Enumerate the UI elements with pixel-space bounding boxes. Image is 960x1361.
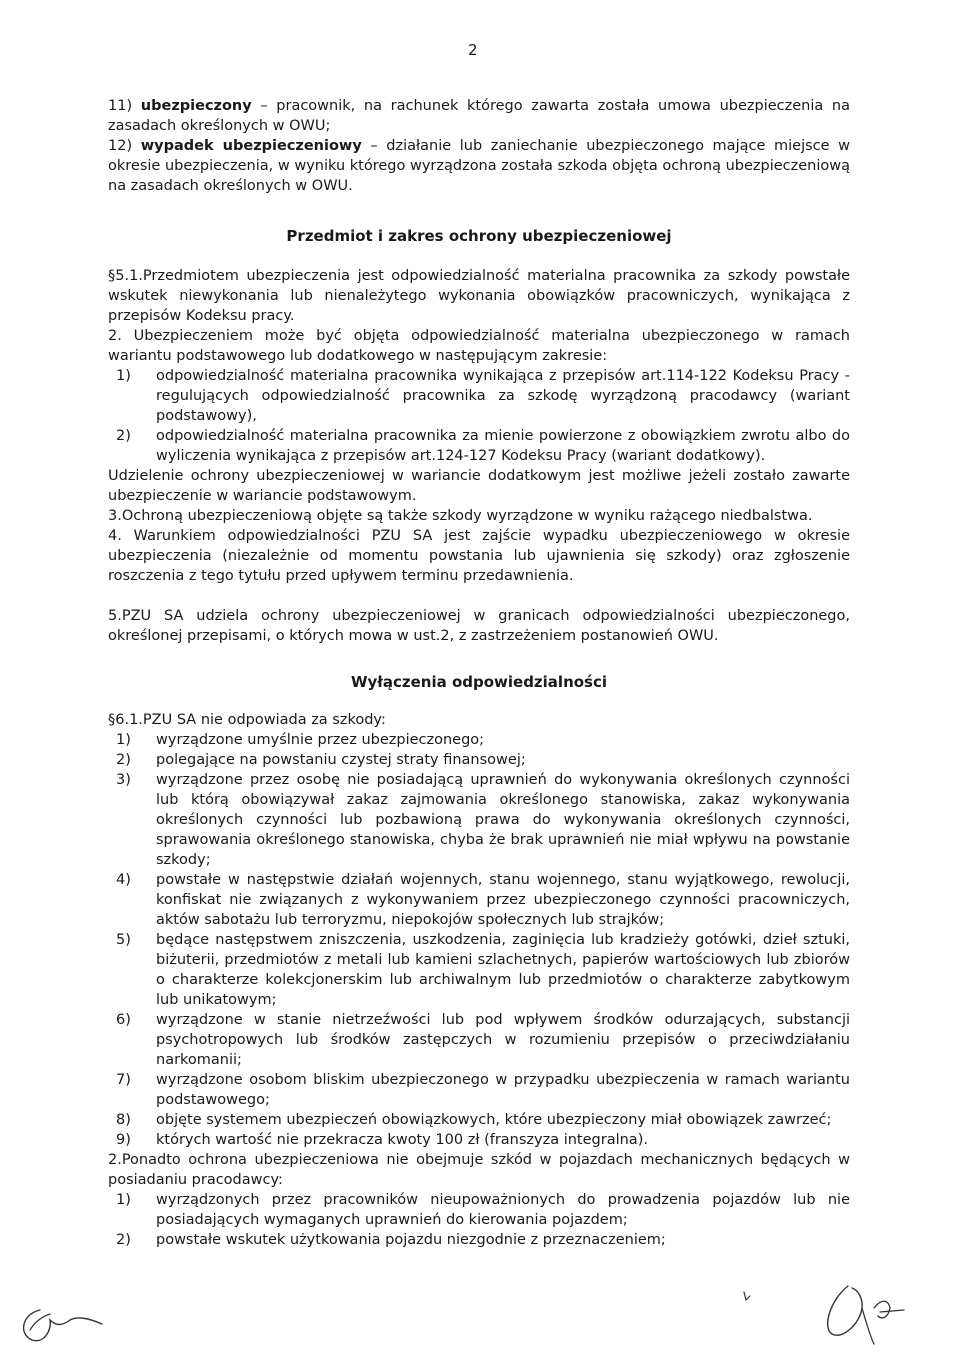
- list-item: [116, 1230, 850, 1250]
- paragraph-6-2: 2.Ponadto ochrona ubezpieczeniowa nie obejmuje szkód w pojazdach mechanicznych będących w posiadaniu pracodawcy:: [108, 1152, 850, 1188]
- list-item-text: których wartość nie przekracza kwoty 100 zł (franszyza integralna).: [156, 1132, 648, 1148]
- page-number: 2: [468, 41, 478, 59]
- definition-text: – działanie lub zaniechanie ubezpieczonego mające miejsce w okresie ubezpieczenia, w wyniku którego wyrządzona została szkoda objęta ochroną ubezpieczeniową na zasadach określonych w OWU.: [108, 138, 851, 194]
- spacer: [108, 586, 850, 606]
- list-item-num: 5): [116, 932, 131, 948]
- list-item-text: objęte systemem ubezpieczeń obowiązkowych, które ubezpieczony miał obowiązek zawrzeć;: [156, 1112, 832, 1128]
- paragraph-6-1: §6.1.PZU SA nie odpowiada za szkody:: [108, 712, 386, 728]
- list-item-num: 7): [116, 1072, 131, 1088]
- list-item-text: będące następstwem zniszczenia, uszkodzenia, zaginięcia lub kradzieży gotówki, dzieł sztuki, biżuterii, przedmiotów z metali lub kamieni szlachetnych, papierów wartościowych lub zbiorów o charakterze kolekcjonerskim lub archiwalnym lub przedmiotów o charakterze zabytkowym lub unikatowym;: [156, 932, 850, 1008]
- exclusions-list: [108, 730, 850, 1150]
- list-item-num: 1): [116, 368, 131, 384]
- paragraph-5-1: §5.1.Przedmiotem ubezpieczenia jest odpowiedzialność materialna pracownika za szkody powstałe wskutek niewykonania lub nienależytego wykonania obowiązków pracowniczych, wynikająca z przepisów Kodeksu pracy.: [108, 268, 850, 324]
- list-item: [116, 730, 850, 750]
- list-item-num: 4): [116, 872, 131, 888]
- list-item-text: wyrządzone umyślnie przez ubezpieczonego;: [156, 732, 485, 748]
- handwritten-mark: [738, 1288, 758, 1308]
- section-heading-exclusions: Wyłączenia odpowiedzialności: [350, 673, 608, 691]
- definition-11: [108, 96, 850, 136]
- list-item-text: wyrządzonych przez pracowników nieupoważnionych do prowadzenia pojazdów lub nie posiadających wymaganych uprawnień do kierowania pojazdem;: [156, 1192, 850, 1228]
- handwritten-initials-left: [10, 1290, 120, 1350]
- list-item-text: wyrządzone w stanie nietrzeźwości lub pod wpływem środków odurzających, substancji psychotropowych lub środków zastępczych w rozumieniu przepisów o przeciwdziałaniu narkomanii;: [156, 1012, 850, 1068]
- list-item: [116, 426, 850, 466]
- definition-num: 12): [108, 138, 133, 154]
- list-item: [116, 930, 850, 1010]
- list-item: [116, 1190, 850, 1230]
- paragraph-variant-note: Udzielenie ochrony ubezpieczeniowej w wariancie dodatkowym jest możliwe jeżeli zostało zawarte ubezpieczenie w wariancie podstawowym.: [108, 468, 850, 504]
- list-item-text: powstałe w następstwie działań wojennych, stanu wojennego, stanu wyjątkowego, rewolucji, konfiskat nie związanych z wykonywaniem przez ubezpieczonego czynności pracowniczych, aktów sabotażu lub terroryzmu, niepokojów społecznych lub strajków;: [156, 872, 850, 928]
- list-item-text: wyrządzone przez osobę nie posiadającą uprawnień do wykonywania określonych czynności lub którą obowiązywał zakaz zajmowania określonego stanowiska, zakaz wykonywania określonych czynności lub pozbawioną prawa do wykonywania określonych czynności, sprawowania określonego stanowiska, chyba że brak uprawnień nie miał wpływu na powstanie szkody;: [156, 772, 850, 868]
- list-item: [116, 870, 850, 930]
- list-item: [116, 750, 850, 770]
- definition-term: ubezpieczony: [140, 98, 252, 114]
- handwritten-signature-right: [808, 1278, 918, 1348]
- list-item-num: 2): [116, 428, 131, 444]
- vehicle-exclusions-list: [108, 1190, 850, 1250]
- paragraph-5-3: 3.Ochroną ubezpieczeniową objęte są także szkody wyrządzone w wyniku rażącego niedbalstwa.: [108, 508, 813, 524]
- list-item: [116, 770, 850, 870]
- section-heading-scope: Przedmiot i zakres ochrony ubezpieczeniowej: [286, 227, 672, 245]
- list-item-num: 2): [116, 1232, 131, 1248]
- document-body: [108, 96, 850, 1250]
- definitions-list: [108, 96, 850, 196]
- list-item-text: wyrządzone osobom bliskim ubezpieczonego w przypadku ubezpieczenia w ramach wariantu podstawowego;: [156, 1072, 850, 1108]
- list-item-num: 3): [116, 772, 131, 788]
- list-item-num: 8): [116, 1112, 131, 1128]
- definition-num: 11): [108, 98, 133, 114]
- paragraph-5-5: 5.PZU SA udziela ochrony ubezpieczeniowej w granicach odpowiedzialności ubezpieczonego, określonej przepisami, o których mowa w ust.2, z zastrzeżeniem postanowień OWU.: [108, 608, 850, 644]
- list-item-num: 9): [116, 1132, 131, 1148]
- definition-12: [108, 136, 850, 196]
- list-item: [116, 1130, 850, 1150]
- list-item-text: odpowiedzialność materialna pracownika wynikająca z przepisów art.114-122 Kodeksu Pracy - regulujących odpowiedzialność pracownika za szkodę wyrządzoną pracodawcy (wariant podstawowy),: [156, 368, 850, 424]
- definition-text: – pracownik, na rachunek którego zawarta została umowa ubezpieczenia na zasadach określonych w OWU;: [108, 98, 851, 134]
- list-item-text: polegające na powstaniu czystej straty finansowej;: [156, 752, 526, 768]
- list-item-text: powstałe wskutek użytkowania pojazdu niezgodnie z przeznaczeniem;: [156, 1232, 666, 1248]
- list-item-num: 2): [116, 752, 131, 768]
- list-item-text: odpowiedzialność materialna pracownika za mienie powierzone z obowiązkiem zwrotu albo do wyliczenia wynikająca z przepisów art.124-127 Kodeksu Pracy (wariant dodatkowy).: [156, 428, 850, 464]
- paragraph-5-4: 4. Warunkiem odpowiedzialności PZU SA jest zajście wypadku ubezpieczeniowego w okresie ubezpieczenia (niezależnie od momentu powstania lub ujawnienia się szkody) oraz zgłoszenie roszczenia z tego tytułu przed upływem terminu przedawnienia.: [108, 528, 850, 584]
- list-item: [116, 1070, 850, 1110]
- list-item-num: 1): [116, 1192, 131, 1208]
- definition-term: wypadek ubezpieczeniowy: [140, 138, 362, 154]
- variant-list: [108, 366, 850, 466]
- list-item-num: 1): [116, 732, 131, 748]
- list-item: [116, 1110, 850, 1130]
- list-item-num: 6): [116, 1012, 131, 1028]
- list-item: [116, 366, 850, 426]
- paragraph-5-2: 2. Ubezpieczeniem może być objęta odpowiedzialność materialna ubezpieczonego w ramach wariantu podstawowego lub dodatkowego w następującym zakresie:: [108, 328, 850, 364]
- list-item: [116, 1010, 850, 1070]
